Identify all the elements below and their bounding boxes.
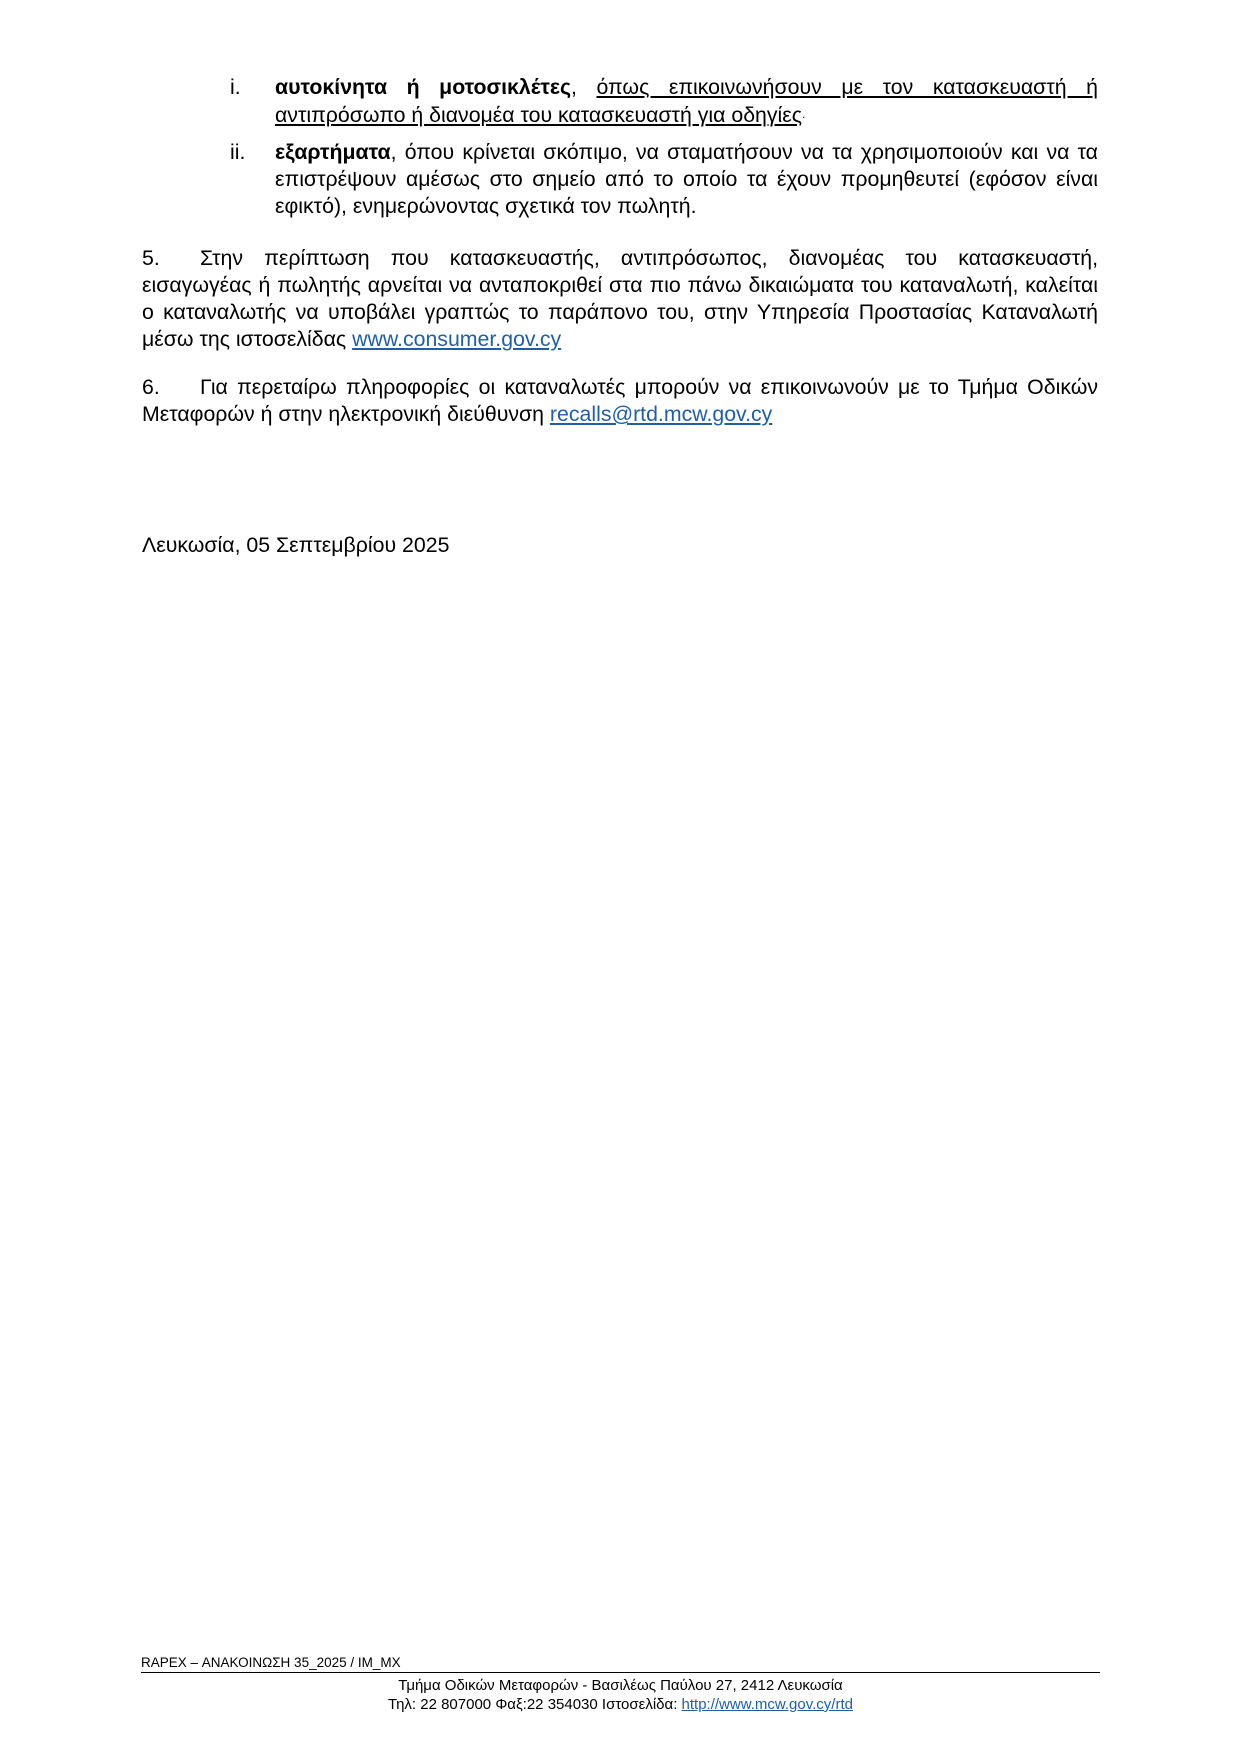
paragraph-6 <box>142 374 1098 428</box>
recalls-email-link[interactable]: recalls@rtd.mcw.gov.cy <box>549 402 773 426</box>
paragraph-6-number: 6. <box>142 375 160 399</box>
footer-contact: Τηλ: 22 807000 Φαξ:22 354030 Ιστοσελίδα: <box>388 1696 682 1713</box>
list-item-i <box>142 74 1098 129</box>
list-marker-ii: ii. <box>230 140 246 164</box>
footer-website-link[interactable]: http://www.mcw.gov.cy/rtd <box>681 1696 853 1713</box>
list-item-i-underlined: όπως επικοινωνήσουν με τον κατασκευαστή ή αντιπρόσωπο ή διανομέα του κατασκευαστή για οδηγίες <box>275 75 1098 127</box>
paragraph-6-text: Για περεταίρω πληροφορίες οι καταναλωτές μπορούν να επικοινωνούν με το Τμήμα Οδικών Μεταφορών ή στην ηλεκτρονική διεύθυνση <box>142 375 1098 426</box>
consumer-website-link[interactable]: www.consumer.gov.cy <box>352 327 562 351</box>
list-item-ii-body <box>275 139 1098 220</box>
list-item-i-sep: , <box>571 75 597 99</box>
list-item-ii-bold: εξαρτήματα <box>275 140 391 164</box>
paragraph-5-number: 5. <box>142 246 160 270</box>
list-marker-i: i. <box>230 75 241 99</box>
list-item-i-body <box>275 74 1098 129</box>
list-item-ii-text: , όπου κρίνεται σκόπιμο, να σταματήσουν να τα χρησιμοποιούν και να τα επιστρέψουν αμέσως στο σημείο από το οποίο τα έχουν προμηθευτεί (εφόσον είναι εφικτό), ενημερώνοντας σχετικά τον πωλητή. <box>275 140 1098 218</box>
list-item-ii <box>142 139 1098 220</box>
list-item-i-bold: αυτοκίνητα ή μοτοσικλέτες <box>275 75 572 99</box>
footer-reference: RAPEX – ΑΝΑΚΟΙΝΩΣΗ 35_2025 / IM_MX <box>141 1655 401 1670</box>
list-item-i-end: . <box>802 107 806 121</box>
paragraph-5 <box>142 245 1098 353</box>
document-date: Λευκωσία, 05 Σεπτεμβρίου 2025 <box>142 533 450 557</box>
footer-divider <box>141 1672 1100 1673</box>
footer-address: Τμήμα Οδικών Μεταφορών - Βασιλέως Παύλου 27, 2412 Λευκωσία <box>398 1677 843 1694</box>
footer-contact-line <box>141 1695 1100 1714</box>
paragraph-5-text: Στην περίπτωση που κατασκευαστής, αντιπρόσωπος, διανομέας του κατασκευαστή, εισαγωγέας ή πωλητής αρνείται να ανταποκριθεί στα πιο πάνω δικαιώματα του καταναλωτή, καλείται ο καταναλωτής να υποβάλει γραπτώς το παράπονο του, στην Υπηρεσία Προστασίας Καταναλωτή μέσω της ιστοσελίδας <box>142 246 1098 351</box>
